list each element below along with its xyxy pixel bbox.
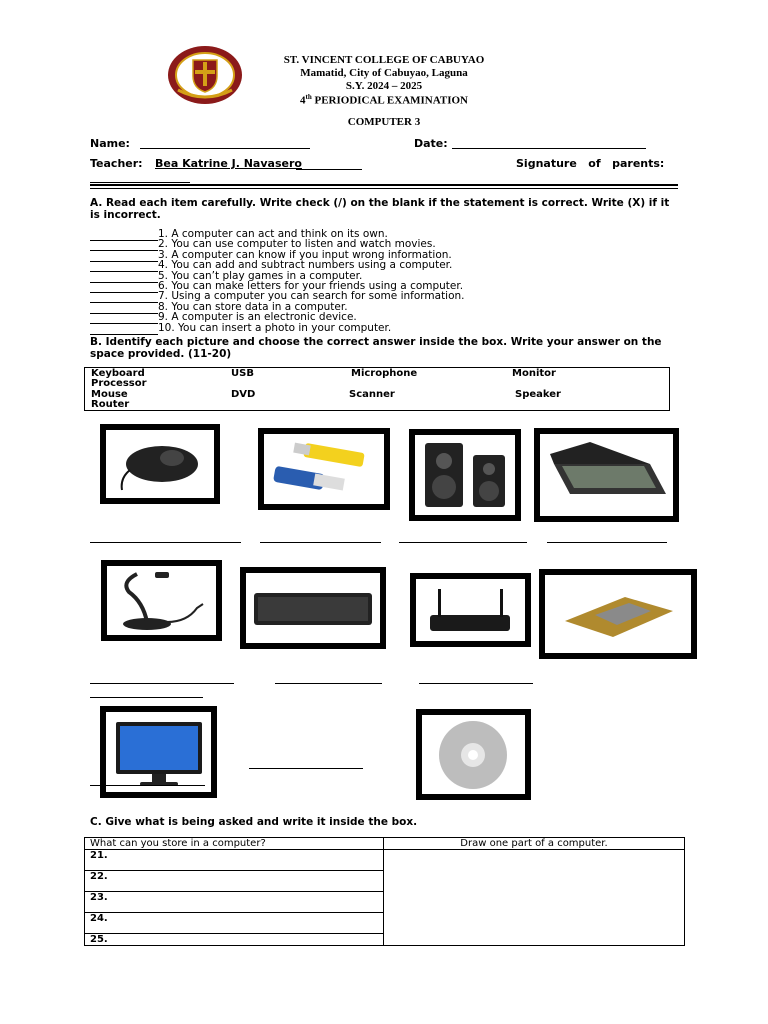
answer-blank-14[interactable]	[547, 542, 667, 543]
choice-item: Router	[91, 399, 130, 410]
answer-blank-11[interactable]	[90, 542, 241, 543]
divider	[90, 188, 678, 189]
answer-row-22[interactable]: 22.	[85, 871, 384, 892]
answer-row-23[interactable]: 23.	[85, 892, 384, 913]
answer-row-25[interactable]: 25.	[85, 934, 384, 946]
mouse-picture	[100, 424, 220, 504]
item-text: 7. Using a computer you can search for some information.	[158, 290, 465, 303]
answer-blank-20[interactable]	[249, 768, 363, 769]
choice-item: Microphone	[351, 368, 418, 379]
choice-item: Processor	[91, 378, 147, 389]
school-name: ST. VINCENT COLLEGE OF CABUYAO	[283, 54, 485, 66]
usb-picture	[258, 428, 390, 510]
keyboard-picture	[240, 567, 386, 649]
subject-title: COMPUTER 3	[347, 116, 421, 128]
item-text: 8. You can store data in a computer.	[158, 300, 348, 313]
router-picture	[410, 573, 531, 647]
choice-item: Keyboard	[91, 368, 145, 379]
name-blank[interactable]	[140, 148, 310, 149]
item-text: 4. You can add and subtract numbers using a computer.	[158, 259, 453, 272]
item-text: 3. A computer can know if you input wrong information.	[158, 248, 452, 261]
item-text: 5. You can’t play games in a computer.	[158, 269, 363, 282]
processor-picture	[539, 569, 697, 659]
column-header: Draw one part of a computer.	[384, 838, 685, 850]
choice-item: Scanner	[349, 389, 395, 400]
item-text: 9. A computer is an electronic device.	[158, 311, 357, 324]
school-year: S.Y. 2024 – 2025	[345, 80, 423, 92]
teacher-name: Bea Katrine J. Navasero	[155, 157, 302, 170]
section-c-table	[84, 837, 685, 946]
section-c-instruction: C. Give what is being asked and write it inside the box.	[90, 816, 418, 828]
choice-item: Speaker	[515, 389, 561, 400]
answer-blank-12[interactable]	[260, 542, 381, 543]
answer-row-24[interactable]: 24.	[85, 913, 384, 934]
divider	[90, 184, 678, 186]
signature-label: Signature of parents:	[516, 157, 665, 170]
column-header: What can you store in a computer?	[85, 838, 384, 850]
answer-blank-19[interactable]	[90, 785, 205, 786]
item-text: 10. You can insert a photo in your computer.	[158, 321, 392, 334]
section-b-instruction: B. Identify each picture and choose the correct answer inside the box. Write your answer on the space provided. (11-20)	[90, 336, 662, 360]
dvd-picture	[416, 709, 531, 800]
choice-item: Mouse	[91, 389, 128, 400]
item-text: 1. A computer can act and think on its own.	[158, 228, 388, 240]
microphone-picture	[101, 560, 222, 641]
date-blank[interactable]	[452, 148, 646, 149]
drawing-area[interactable]	[384, 850, 685, 946]
answer-row-21[interactable]: 21.	[85, 850, 384, 871]
date-label: Date:	[414, 137, 448, 150]
teacher-label: Teacher:	[90, 157, 143, 170]
signature-blank[interactable]	[90, 182, 190, 183]
answer-blank-16[interactable]	[275, 683, 382, 684]
answer-blank-15[interactable]	[90, 683, 234, 684]
teacher-blank	[296, 169, 362, 170]
choices-box	[84, 367, 670, 411]
speaker-picture	[409, 429, 521, 521]
choice-item: DVD	[231, 389, 256, 400]
section-a-item	[90, 323, 391, 335]
item-text: 6. You can make letters for your friends using a computer.	[158, 280, 464, 292]
name-label: Name:	[90, 137, 130, 150]
scanner-picture	[534, 428, 679, 522]
answer-blank[interactable]	[90, 323, 158, 335]
section-a-instruction: A. Read each item carefully. Write check (/) on the blank if the statement is correct. Write (X) if it is incorrect.	[90, 197, 670, 221]
answer-blank-17[interactable]	[419, 683, 533, 684]
answer-blank-13[interactable]	[399, 542, 527, 543]
exam-title: 4th PERIODICAL EXAMINATION	[300, 93, 468, 107]
answer-blank-18[interactable]	[90, 697, 203, 698]
school-address: Mamatid, City of Cabuyao, Laguna	[300, 67, 468, 79]
school-logo	[166, 44, 244, 106]
choice-item: USB	[231, 368, 254, 379]
item-text: 2. You can use computer to listen and watch movies.	[158, 238, 436, 251]
choice-item: Monitor	[512, 368, 556, 379]
